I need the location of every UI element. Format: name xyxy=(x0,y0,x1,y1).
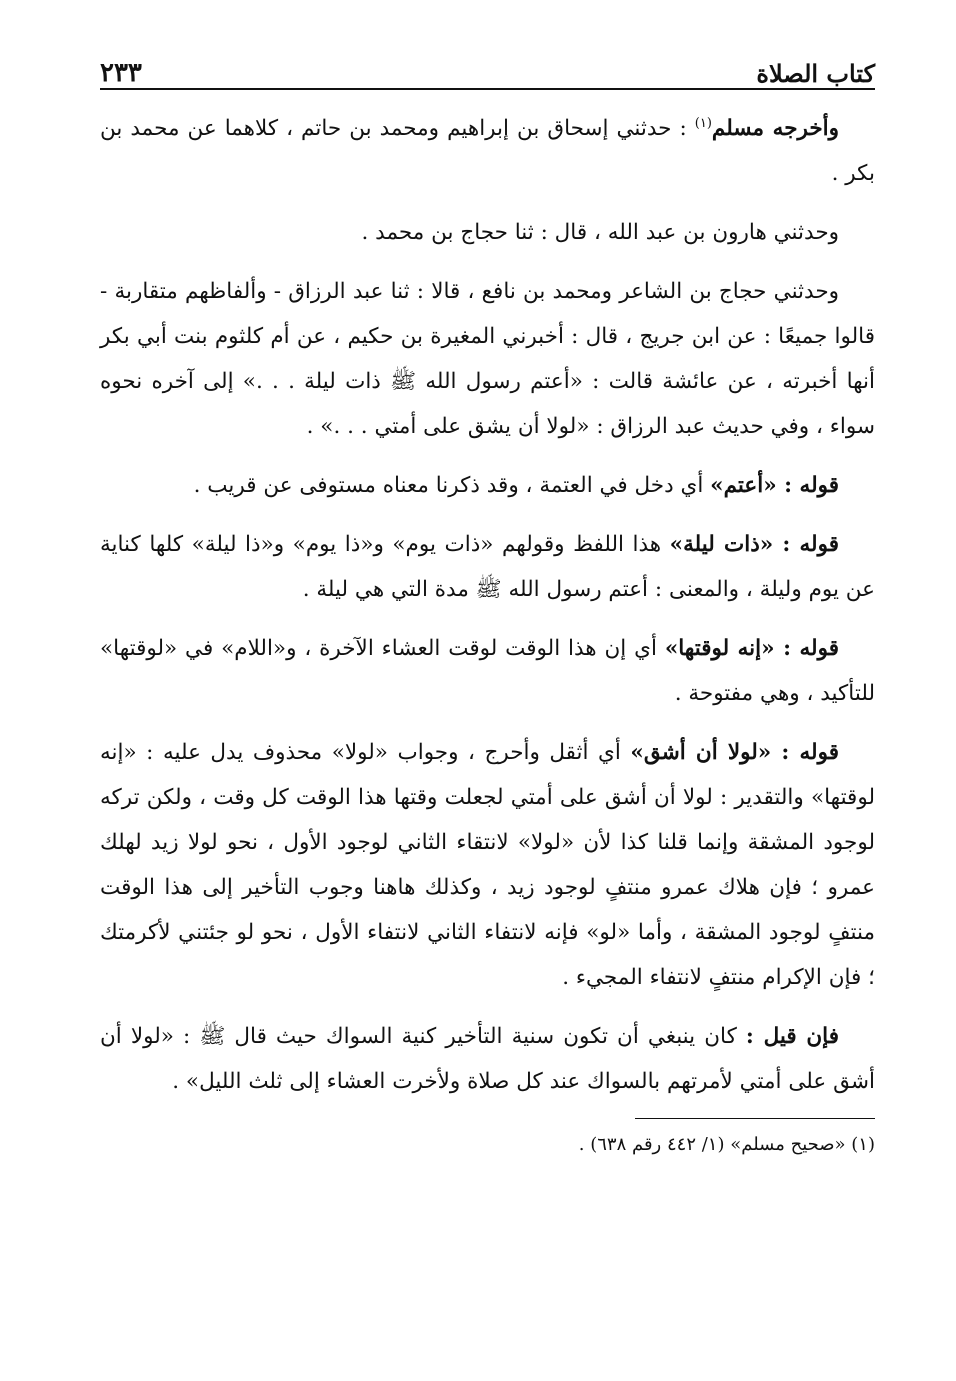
footnote: (١) «صحيح مسلم» (١/ ٤٤٢ رقم ٦٣٨) . xyxy=(578,1134,875,1155)
footnote-marker: (١) xyxy=(694,115,712,131)
paragraph-text: كان ينبغي أن تكون سنية التأخير كنية السواك حيث قال ﷺ : «لولا أن أشق على أمتي لأمرتهم بالسواك عند كل صلاة ولأخرت العشاء إلى ثلث الليل» . xyxy=(100,1024,875,1094)
paragraph xyxy=(100,269,875,449)
paragraph-lead: قوله : «أعتم» xyxy=(710,473,839,498)
paragraph xyxy=(100,522,875,612)
footnote-divider xyxy=(635,1118,875,1119)
book-page xyxy=(100,40,875,1163)
paragraph-text: : حدثني إسحاق بن إبراهيم ومحمد بن حاتم ، كلاهما عن محمد بن بكر . xyxy=(100,116,875,186)
paragraph-text: أي إن هذا الوقت لوقت العشاء الآخرة ، و«اللام» في «لوقتها» للتأكيد ، وهي مفتوحة . xyxy=(100,636,875,706)
paragraph xyxy=(100,730,875,1000)
paragraph-text: أي أثقل وأحرج ، وجواب «لولا» محذوف يدل عليه : «إنه لوقتها» والتقدير : لولا أن أشق على أمتي لجعلت وقتها هذا الوقت كل وقت ، ولكن تركه لوجود المشقة وإنما قلنا كذا لأن «لولا» لانتقاء الثاني لوجود الأول ، نحو لولا زيد لهلك عمرو ؛ فإن هلاك عمرو منتفٍ لوجود زيد ، وكذلك هاهنا وجوب التأخير إلى هذا الوقت منتفٍ لوجود المشقة ، وأما «لو» فإنه لانتفاء الثاني لانتفاء الأول ، نحو لو جئتني لأكرمتك ؛ فإن الإكرام منتفٍ لانتفاء المجيء . xyxy=(100,740,875,990)
paragraph-text: وحدثني هارون بن عبد الله ، قال : ثنا حجاج بن محمد . xyxy=(361,220,839,245)
paragraph-text: وحدثني حجاج بن الشاعر ومحمد بن نافع ، قالا : ثنا عبد الرزاق - وألفاظهم متقاربة - قالوا جميعًا : عن ابن جريج ، قال : أخبرني المغيرة بن حكيم ، عن أم كلثوم بنت أبي بكر أنها أخبرته ، عن عائشة قالت : «أعتم رسول الله ﷺ ذات ليلة . . .» إلى آخره نحوه سواء ، وفي حديث عبد الرزاق : «لولا أن يشق على أمتي . . .» . xyxy=(100,279,875,439)
paragraph xyxy=(100,1014,875,1104)
paragraph xyxy=(100,106,875,196)
book-title: كتاب الصلاة xyxy=(756,59,875,88)
paragraph xyxy=(100,626,875,716)
paragraph-lead: قوله : «إنه لوقتها» xyxy=(664,636,839,661)
paragraph xyxy=(100,463,875,508)
paragraph-lead: قوله : «لولا أن أشق» xyxy=(630,740,839,765)
paragraph-lead: قوله : «ذات ليلة» xyxy=(669,532,839,557)
paragraph xyxy=(100,210,875,255)
paragraph-lead: فإن قيل : xyxy=(745,1024,839,1049)
page-number: ٢٣٣ xyxy=(100,58,142,88)
main-text xyxy=(100,106,875,1104)
paragraph-lead: وأخرجه مسلم xyxy=(711,116,840,141)
paragraph-text: أي دخل في العتمة ، وقد ذكرنا معناه مستوفى عن قريب . xyxy=(193,473,711,498)
paragraph-text: هذا اللفظ وقولهم «ذات يوم» و«ذا يوم» و«ذا ليلة» كلها كناية عن يوم وليلة ، والمعنى : أعتم رسول الله ﷺ مدة التي هي ليلة . xyxy=(100,532,875,602)
page-header xyxy=(100,40,875,90)
